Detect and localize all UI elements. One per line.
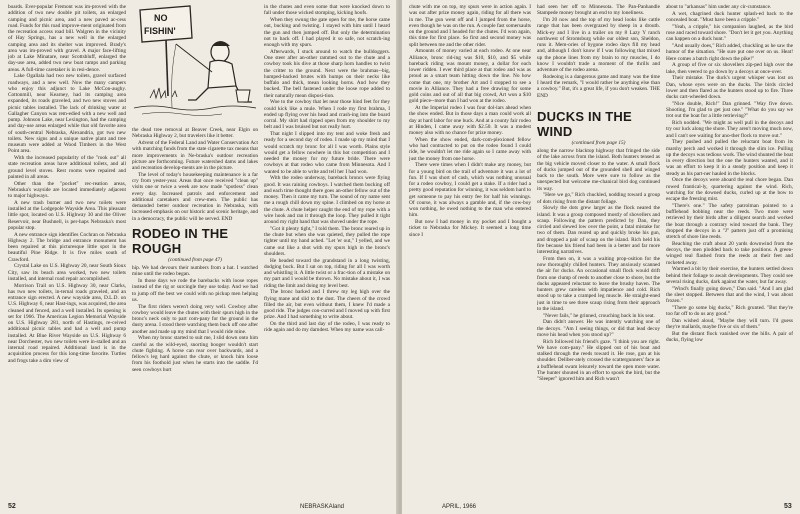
paragraph: The first riders weren't doing very well. Cowboy after cowboy would leave the chutes with their spurs high in the bronc's neck only to part com-pany for the ground in the dusty arena. I stood there watching them buck off one after another and made up my mind that I would ride mine.	[132, 303, 258, 335]
paragraph: With the increased popularity of the "rook out" all state recreation areas have additional toilets, and all ground level stoves. Rest rooms were repaired and painted in all areas.	[8, 155, 126, 180]
right-column-3	[666, 4, 793, 488]
no-fishing-cartoon-illustration	[132, 4, 258, 124]
paragraph: When my bronc started to suit me, I slid down onto him careful as the wild-eyed, snorting booger wouldn't start chute fighting. A horse can rear over backwards, and a fellow's leg hard against the chute, or knock him loose from his foothold just when he starts into the saddle. I'd seen cowboys hurt	[132, 335, 258, 373]
left-column-2	[132, 4, 258, 488]
sign-board	[140, 6, 192, 42]
paragraph: "Never fails," he grinned, crouching back in his seat.	[543, 312, 655, 319]
paragraph: But the distant flock vanished over the hills. A pair of ducks, flying low	[666, 330, 793, 343]
paragraph: Crystal Lake on U.S. Highway 20, near South Sioux City, saw its beach area worked, two new toilets installed, and internal road repair accomplished.	[8, 263, 126, 282]
paragraph: They pushed and pulled the reluctant boat from its marshy perch and worked it through the slim ice. Pulling up the decoys was tedious work. The wind shunted the boat in every direction but the one the hunters wanted, and it was an effort to keep it in a steady position and keep it steady as his part-ner hauled in the blocks.	[666, 139, 793, 177]
paragraph: Dan didn't answer. He was intently watching one of the decoys. "Am I seeing things, or did that lead decoy move his head when you stood up?"	[537, 319, 660, 338]
paragraph: A new trash burner and two new toilets were installed at the Lodgepole Wayside Area. This pleasant little spot, located on U.S. Highway 30 and the Oliver Reservoir, near Bushnell, is per-haps Nebraska's most popular stop.	[8, 199, 126, 231]
ducks-article-heading: DUCKS IN THE WIND	[537, 108, 632, 139]
right-page	[402, 0, 800, 514]
paragraph: From then on, it was a waiting prop-osition for the now thoroughly chilled hunters. They anxiously scanned the air for ducks. An occasional small flock would drift from one clump of reeds to another close to shore, but the ducks appeared reluctant to leave the brushy haven. The hunters grew careless with impatience and cold. Rich stood up to take a cramped leg muscle. He straight-ened just in time to see three scaup rising from their approach to the island.	[537, 255, 660, 312]
issue-date: APRIL, 1966	[442, 504, 477, 510]
rodeo-article-heading: RODEO IN THE ROUGH	[132, 225, 229, 256]
page-number-53: 53	[784, 503, 792, 510]
right-column-1	[409, 4, 531, 488]
sign-post	[166, 40, 168, 96]
paragraph: Rodeoing is a dangerous game and many was the time I heard the remark, "I would rather be anything else than a cowboy." But, it's a great life, if you don't weaken. THE END	[537, 73, 660, 99]
paragraph: A new entrance sign identifies Cochran on Nebraska Highway 2. The bridge and entrance monument has been repaired at this picturesque little spot in the beautiful Pine Ridge. It is five miles south of Crawford.	[8, 231, 126, 263]
paragraph: Rich followed his friend's gaze. "I think you are right. We have com-pany." He slipped out of his boat and stalked through the reeds toward it. He rose, gun at his shoulder. Deliber-ately crossed the scattergunners' face as a bufflehead swam leisurely toward the open more water. The hunter shouted in an effort to spook the bird, but the "Sleeper" ignored him and Rich wasn't	[537, 338, 660, 382]
bucket	[236, 90, 250, 102]
paragraph: had seen her off to Minnesota. The Pan-Panhandle Stampede money brought an end to my loneliness.	[537, 4, 660, 17]
paragraph: "Wind's finally going down," Dan said. "And I am glad the sleet stopped. Between that and the wind, I was about frozen."	[666, 285, 793, 304]
rodeo-continued-note: (continued from page 47)	[168, 256, 222, 263]
paragraph: in the chutes and even some that were knocked down to fall under those wicked stomping, kicking hoofs.	[264, 4, 390, 17]
paragraph: "Nice double, Rich!" Dan grinned. "Way five down. Shooting, I'm glad to get just one." "What do you say we trot out the boat for a little retrieving?"	[666, 100, 793, 120]
paragraph: the dead tree removal at Beaver Creek, near Elgin on Nebraska Highway 2, but travelers like it better.	[132, 127, 258, 140]
paragraph: A group of five or six shovellers zip-ped high over the lake, then veered to go down by a decoys at once-over.	[666, 62, 793, 75]
paragraph: With the rodeo underway, bareback broncs were flying good. It was raining cowboys. I watched them bucking off and each time thought there goes an-other fellow out of the money. Then it came my turn. The sound of my name sent me a rough chill down my spine. I climbed on my horse at the chute. A chute helper caught the end of my rope with a wire hook and ran it through the loop. They pulled it tight around my right hand that was shoved under the rope.	[264, 175, 390, 225]
sign-text-line1: NO	[154, 13, 168, 23]
rodeo-article-text	[132, 265, 258, 373]
paragraph: Morrison Trail on U.S. Highway 30, near Clarks, has two new toilets, in-ternal roads graveled, and an entrance sign erected. A new wayside area, D.L.D. on U.S. Highway 6, near Hast-ings, was acquired, the area cleaned and fenced, and a well installed. Its opening is set for 1966. The American Legion Memorial Wayside on U.S. Highway 281, north of Hastings, re-ceived additional picnic tables and had a well and pump installed. At Blue River Wayside on U.S. Highway 6 near Dorchester, two new toilets were in-stalled and an internal road repaired. Additional land is in the acquisition process for this long-time favorite. Turtles and frogs take a dim view of	[8, 282, 126, 364]
ducks-continued-note: (continued from page 15)	[571, 139, 626, 146]
paragraph: Other than the "pocket" rec-reation areas, Nebraska's wayside are located immediately adjacent to major highways.	[8, 180, 126, 199]
paragraph: When the show ended, dark-com-plexioned fellow who had contracted to put on the rodeo found I could ride, he wouldn't let me ride again so I came away with just the money from one horse.	[409, 136, 531, 162]
paragraph: I'm 20 now and the top of my head looks like cattle range that has been overgrazed by sheep in a drouth. Mick-ey and I live in a trailer on my 8 Lazy Y ranch northwest of Stromsburg while our oldest son, Sheldon, runs it. Mem-ories of bygone rodeo days fill my head and, although I don't know if I was following that mixed up the phone lines from my brain to my muscles, I do know I wouldn't trade a moment of the thrills and adventure of the rodeo arena.	[537, 17, 660, 73]
paragraph: Dan wished aloud, "Maybe they will turn. I'd guess they're mallards, maybe five or six of them."	[666, 317, 793, 330]
paragraph: There were times when I didn't make any money, but for a young bird on the trail of adventure it was a lot of fun. If I was short of cash, which was nothing unusual for a rodeo cowboy, I could get a stake. If a rider had a pretty good reputation for winning, it was seldom hard to get someone to pay his entry fee for half his winnings. Of course, it was always a gamble and, if the cow-boy won nothing, he owed nothing to the man who entered him.	[409, 162, 531, 219]
paragraph: boards. Ever-popular Fremont was im-proved with the addition of two new double pit toilets, an enlarged camping and picnic area, and a new paved ac-cess road. Funds for this road improve-ment originated from the recreation access road bill. Walgren in the vicinity of Hay Springs, has a new well in the enlarged camping area and its shelter was improved. Brady's area was im-proved with gravel. A major face-lifting job at Lake Minatare, near Scottsbluff, enlarged the day-use area, added two new boat ramps and parking areas. A full-time caretaker is in resi-dence.	[8, 4, 126, 73]
paragraph: "And usually does," Rich added, chuckling as he saw the humor of the situation. "He sure put one over on us. Heat! Here comes a batch right down the pike!"	[666, 43, 793, 62]
paragraph: When they swung the gate open for me, the horse came out, bucking and twisting. I stayed with him until I heard the gun and then jumped off. But only the determination not to back off. I had played it so safe, not scratch-ing enough with my spurs.	[264, 17, 390, 48]
paragraph: The bronc barked and I threw my leg high over the flying mane and slid to the dust. The cheers of the crowd filled the air, but even without them, I knew I'd made a good ride. The judges con-curred and I moved up with first prize. And I had something to write about.	[264, 289, 390, 321]
paragraph: Once the decoys were aboard the real chore began. Dan rowed frantical-ly, quartering against the wind. Rich, watching for the downed ducks, curled up at the bow to escape the freezing mist.	[666, 177, 793, 202]
right-page-date	[442, 504, 476, 510]
right-column-2	[537, 4, 660, 488]
paragraph: about to "arkansas" him under any cir-cumstance.	[666, 4, 772, 10]
paragraph: He headed toward the grandstand in a long twisting, dodging buck. But I sat on top, riding for all I was worth and whistling it. A little twist or a frac-tion of a mistake on my part and I would be thrown. No mistake about it, I was riding the limit and doing my level best.	[264, 257, 390, 289]
paragraph: hip. We had devours their numbers from a hat. I watched mine until the rodeo began.	[132, 265, 258, 278]
left-page	[0, 0, 398, 514]
paragraph: "Yeah, a cripple," his companion laughed, as the bird rose and raced toward shore. "Don't let it get you. Anything can happen on a duck hunt."	[666, 23, 793, 43]
left-column-2-text	[132, 127, 258, 222]
paragraph: Afterwards, I stuck around to watch the bulldoggers. One steer after an-other rammed out to the chute and a cowboy took his dive at those sharp horn handles to twist the critter to the ground. Next were the brahmas--big, humped-backed brutes with humps on their necks like buffalo and thick, mean looking horns. And how they bucked. The bell fastened under the loose rope added to their naturally mean disposi-tion.	[264, 48, 390, 99]
paragraph: Advent of the Federal Land and Water Conservation Act with matching funds from the state cigarette tax means that more improvements in Ne-braska's outdoor recreation picture are forthcoming. Future watershed dams and lakes and recreation develop-ments are in the picture.	[132, 140, 258, 171]
left-column-3	[264, 4, 390, 488]
paragraph: Rich nodded. "We might as well pull in the decoys and try our luck along the shore. They aren't moving much now, and I can't see waiting for ano-ther flock to move out."	[666, 120, 793, 139]
paragraph: Woe to the cowboy that let near those hind feet for they could kick like a mule. When I rode my first brahma, I ended up flying over his head and crash-ing into the board corral. My shirt had ripped open from my shoulder to my belt and I was bruised but not really hurt.	[264, 99, 390, 131]
water-ripple	[134, 106, 256, 110]
water-ripple-2	[142, 113, 222, 116]
magazine-name: NEBRASKAland	[300, 504, 345, 510]
paragraph: along the narrow blacktop highway that fringed the side of the lake across from the island. Both hunters tensed as the big vehicle moved closer to the water. A small flock of ducks jumped out of the grounded shell and winged back to the south. More were sure to follow as the unexpected but welcome me-chanical bird dog continued its way.	[537, 148, 660, 192]
grass-tufts	[150, 88, 177, 98]
paragraph: Their mistake. The duck's urgent whisper was lost on Dan, whose eyes were on the ducks. The birds circled lower and then flared as the hunters stood up to fire. Three ducks cart-wheeled down.	[666, 75, 793, 100]
fishing-rod	[176, 44, 212, 72]
paragraph: Warmed a bit by their exercise, the hunters settled down behind their foliage to await developments. They could see several rising ducks, dark against the water, but far away.	[666, 266, 793, 285]
fisherman-hat	[212, 41, 230, 46]
paragraph: Slowly the dots grew larger as the flock neared the island. It was a group composed mostly of shovellers and scaup. Following the pattern predicted by Dan, they circled and slewed low over the point, a fatal mistake for two of them. Dan reared up and quickly broke his gun, and dropped a pair of scaup on the island. Rich held his fire because his friend had been in a better and far more interesting narratives.	[537, 205, 660, 255]
page-number-52: 52	[8, 503, 16, 510]
sign-text-line2: FISHIN'	[144, 26, 176, 36]
paragraph: In those days we rode the barebacks with loose ropes instead of the rig or surcingle they use today. And we had to jump off the best we could with no pickup men helping us.	[132, 278, 258, 303]
fisherman-body	[208, 60, 236, 88]
right-column-2-text	[537, 4, 660, 99]
paragraph: At the Imperial rodeo I was four dol-lars ahead when the show ended. But in those days a man could work all day at hard labor for one buck. And at a county fair rodeo at Hinden, I came away with $2.50. It was a modest money also with no chance for prize money.	[409, 105, 531, 136]
paragraph: "Here we go," Rich chuckled, nodding toward a group of dots rising from the distant foliage.	[537, 192, 660, 205]
paragraph: That night I slipped into my tent and woke fresh and ready for a second day of rodeo. I made up my mind that I would scratch my bronc for all I was worth. Plains style would get a fellow nowhere in this hot competition and I needed the money for my future bride. There were cowboys at that rodeo who came from Minnesota. And I wanted to be able to write and tell her I had won.	[264, 131, 390, 175]
paragraph: A wet, chagrined duck hunter splash-ed back to the concealed boat. "Must have been a cripple."	[666, 10, 793, 23]
paragraph: Beaching the craft about 20 yards downwind from the decoys, the men plodded back to take positions. A green-winged teal flashed from the reeds at their feet and rocketed away.	[666, 240, 793, 266]
left-column-1	[8, 4, 126, 488]
paragraph: "Got it plenty tight," I told them. The bronc reared up in the chute but when she was quieted, they pulled the rope tighter until my hand ached. "Let 'er out," I yelled, and we came out like a shot with my spurs high in the bronc's shoulders.	[264, 225, 390, 257]
paragraph: But now I had money in my pocket and I bought a ticket to Nebraska for Mickey. It seemed a long time since I	[409, 219, 531, 238]
paragraph: Amounts of money varied at each rodeo. At one near Alliance, bronc rid-ing was $10, $10, and $5 while bareback riding was mount money, a dollar for each lower ridden. I ever third place at that rodeo and was as proud as a smart team hitting down the line. No how come that one, my brother Art and I stopped to see a movie in Alliance. They had a free drawing for some gold coins and out of all that big crowd, Art won a $10 gold piece--more than I had won at the rodeo.	[409, 48, 531, 105]
paragraph: chute with me on top, my spurs were in action again. I was out after prize money again, riding for all there was in me. The gun went off and I jumped from the horse, even though he was on the run. A couple fast somersaults on the ground and I headed for the chutes. I'd won again, this time for first place. So first and second money was split between me and the other rider.	[409, 4, 531, 48]
paragraph: "There's one." The safety patrolman pointed to a bufflehead bobbing near the reeds. Two more were retrieved by their birds after a diligent search and worked the boat through a contrary wind toward the bank. They dropped the decoys in a "J" pattern just off a promising stretch of shore line reeds.	[666, 202, 793, 240]
paragraph: On the third and last day of the rodeo, I was ready to ride again and do my darndest. When my name was call-	[264, 321, 390, 334]
left-page-number	[8, 503, 16, 510]
right-page-number	[784, 503, 792, 510]
fishing-line	[172, 44, 177, 108]
ducks-article-text	[537, 148, 660, 382]
paragraph: Lake Ogallala had two new toilets, gravel surfaced roadways, and a new well. Now the many campers who enjoy this adjunct to Lake McCon-aughy. Cottonmill, near Kearney, had its camping area expanded, its roads graveled, and two new stoves and picnic tables installed. The lack of drinking water at Gallagher Canyon was rem-edied with a new well and pump. Johnson Lake, near Lexington, had the camping and day-use areas enlarged while that old favorite area of south-central Nebraska, Alexandria, got two new toilets. New signs and a unique native plant and tree museum were added at Wood Timbers in the West Point area.	[8, 73, 126, 155]
left-page-magazine-name	[300, 504, 344, 510]
cartoon-drawing	[132, 4, 258, 124]
paragraph: "There go some big ducks," Rich grunted. "But they're too far off to do us any good."	[666, 304, 793, 317]
paragraph: The level of today's housekeeping maintenance is a far cry from yester-year. Areas that once received "clean up" visits one or twice a week are now made "spotless" clean every day. Increased patrols and enforcement and additional caretakers and crew-men. The public has demanded better outdoor recreation in Nebraska, with increased emphasis on our historic and scenic heritage, and in a democracy, the public will be served. END	[132, 171, 258, 222]
